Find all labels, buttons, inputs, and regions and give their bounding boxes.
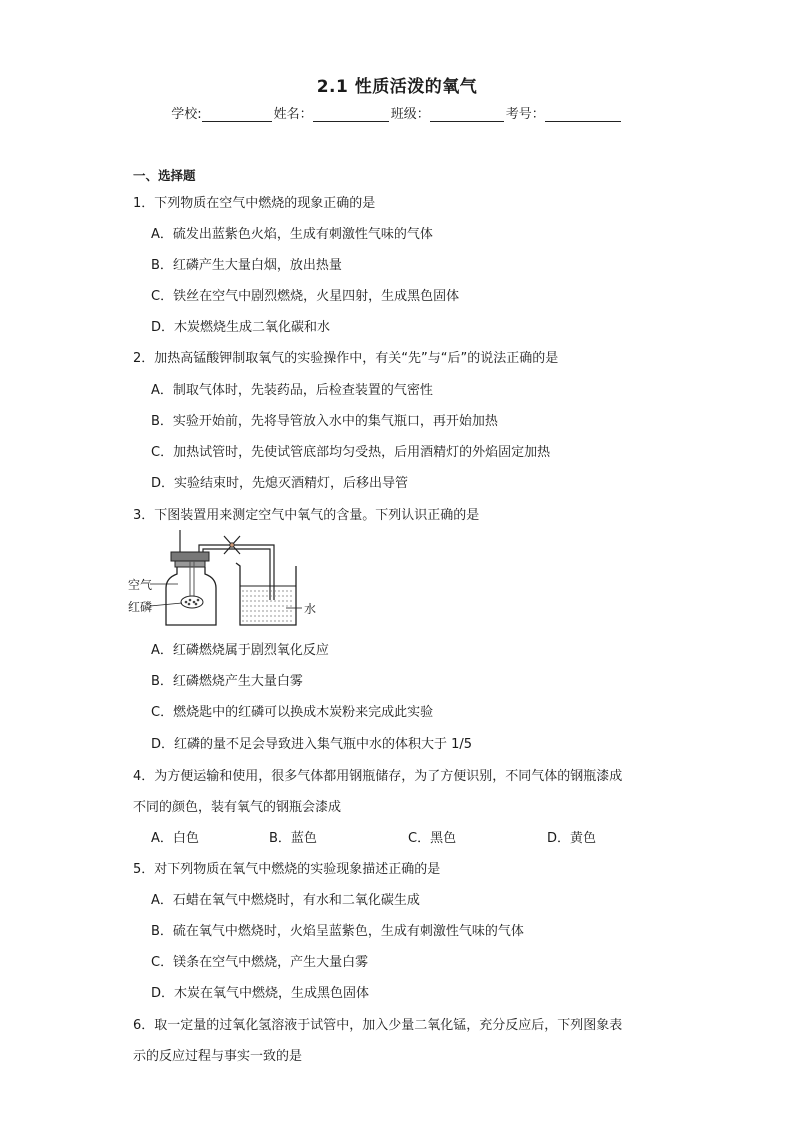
question-1-option-b: B．红磷产生大量白烟，放出热量 [151, 258, 342, 273]
question-5-option-c: C．镁条在空气中燃烧，产生大量白雾 [151, 955, 369, 970]
question-1-option-a: A．硫发出蓝紫色火焰，生成有刺激性气味的气体 [151, 227, 433, 242]
question-5-option-a: A．石蜡在氧气中燃烧时，有水和二氧化碳生成 [151, 893, 420, 908]
question-3-option-d: D．红磷的量不足会导致进入集气瓶中水的体积大于 1/5 [151, 737, 473, 752]
question-2-option-a: A．制取气体时，先装药品，后检查装置的气密性 [151, 383, 433, 398]
question-4-option-d: D．黄色 [547, 831, 597, 846]
question-3-stem: 3．下图装置用来测定空气中氧气的含量。下列认识正确的是 [133, 508, 480, 523]
question-1-stem: 1．下列物质在空气中燃烧的现象正确的是 [133, 196, 376, 211]
section-heading: 一、选择题 [133, 168, 196, 183]
question-4-option-b: B．蓝色 [269, 831, 317, 846]
school-label: 学校: [171, 107, 202, 122]
figure-label-water: 水 [304, 602, 317, 616]
name-blank [313, 107, 389, 122]
question-5-stem: 5．对下列物质在氧气中燃烧的实验现象描述正确的是 [133, 862, 441, 877]
class-label: 班级： [390, 107, 430, 122]
question-4-stem-continued: 不同的颜色，装有氧气的钢瓶会漆成 [133, 800, 342, 815]
figure-label-phosphorus: 红磷 [128, 600, 153, 614]
question-1-option-c: C．铁丝在空气中剧烈燃烧，火星四射，生成黑色固体 [151, 289, 460, 304]
school-blank [202, 107, 272, 122]
question-3-option-c: C．燃烧匙中的红磷可以换成木炭粉来完成此实验 [151, 705, 434, 720]
class-blank [430, 107, 504, 122]
number-blank [545, 107, 621, 122]
question-4-option-c: C．黑色 [408, 831, 457, 846]
question-4-stem: 4．为方便运输和使用，很多气体都用钢瓶储存，为了方便识别，不同气体的钢瓶漆成 [133, 769, 623, 784]
question-4-options [151, 827, 651, 845]
question-5-option-d: D．木炭在氧气中燃烧，生成黑色固体 [151, 986, 370, 1001]
question-5-option-b: B．硫在氧气中燃烧时，火焰呈蓝紫色，生成有刺激性气味的气体 [151, 924, 524, 939]
figure-label-air: 空气 [128, 578, 153, 592]
oxygen-measurement-apparatus-figure [128, 528, 328, 628]
question-6-stem: 6．取一定量的过氧化氢溶液于试管中，加入少量二氧化锰，充分反应后，下列图象表 [133, 1018, 623, 1033]
question-2-stem: 2．加热高锰酸钾制取氧气的实验操作中，有关“先”与“后”的说法正确的是 [133, 351, 559, 366]
question-6-stem-continued: 示的反应过程与事实一致的是 [133, 1049, 303, 1064]
question-4-option-a: A．白色 [151, 831, 199, 846]
question-2-option-c: C．加热试管时，先使试管底部均匀受热，后用酒精灯的外焰固定加热 [151, 445, 551, 460]
question-3-option-b: B．红磷燃烧产生大量白雾 [151, 674, 303, 689]
question-1-option-d: D．木炭燃烧生成二氧化碳和水 [151, 320, 331, 335]
question-2-option-d: D．实验结束时，先熄灭酒精灯，后移出导管 [151, 476, 409, 491]
student-info-line [0, 103, 794, 122]
number-label: 考号： [505, 107, 545, 122]
question-3-option-a: A．红磷燃烧属于剧烈氧化反应 [151, 643, 329, 658]
page-title: 2.1 性质活泼的氧气 [316, 77, 478, 97]
question-2-option-b: B．实验开始前，先将导管放入水中的集气瓶口，再开始加热 [151, 414, 498, 429]
name-label: 姓名： [273, 107, 313, 122]
